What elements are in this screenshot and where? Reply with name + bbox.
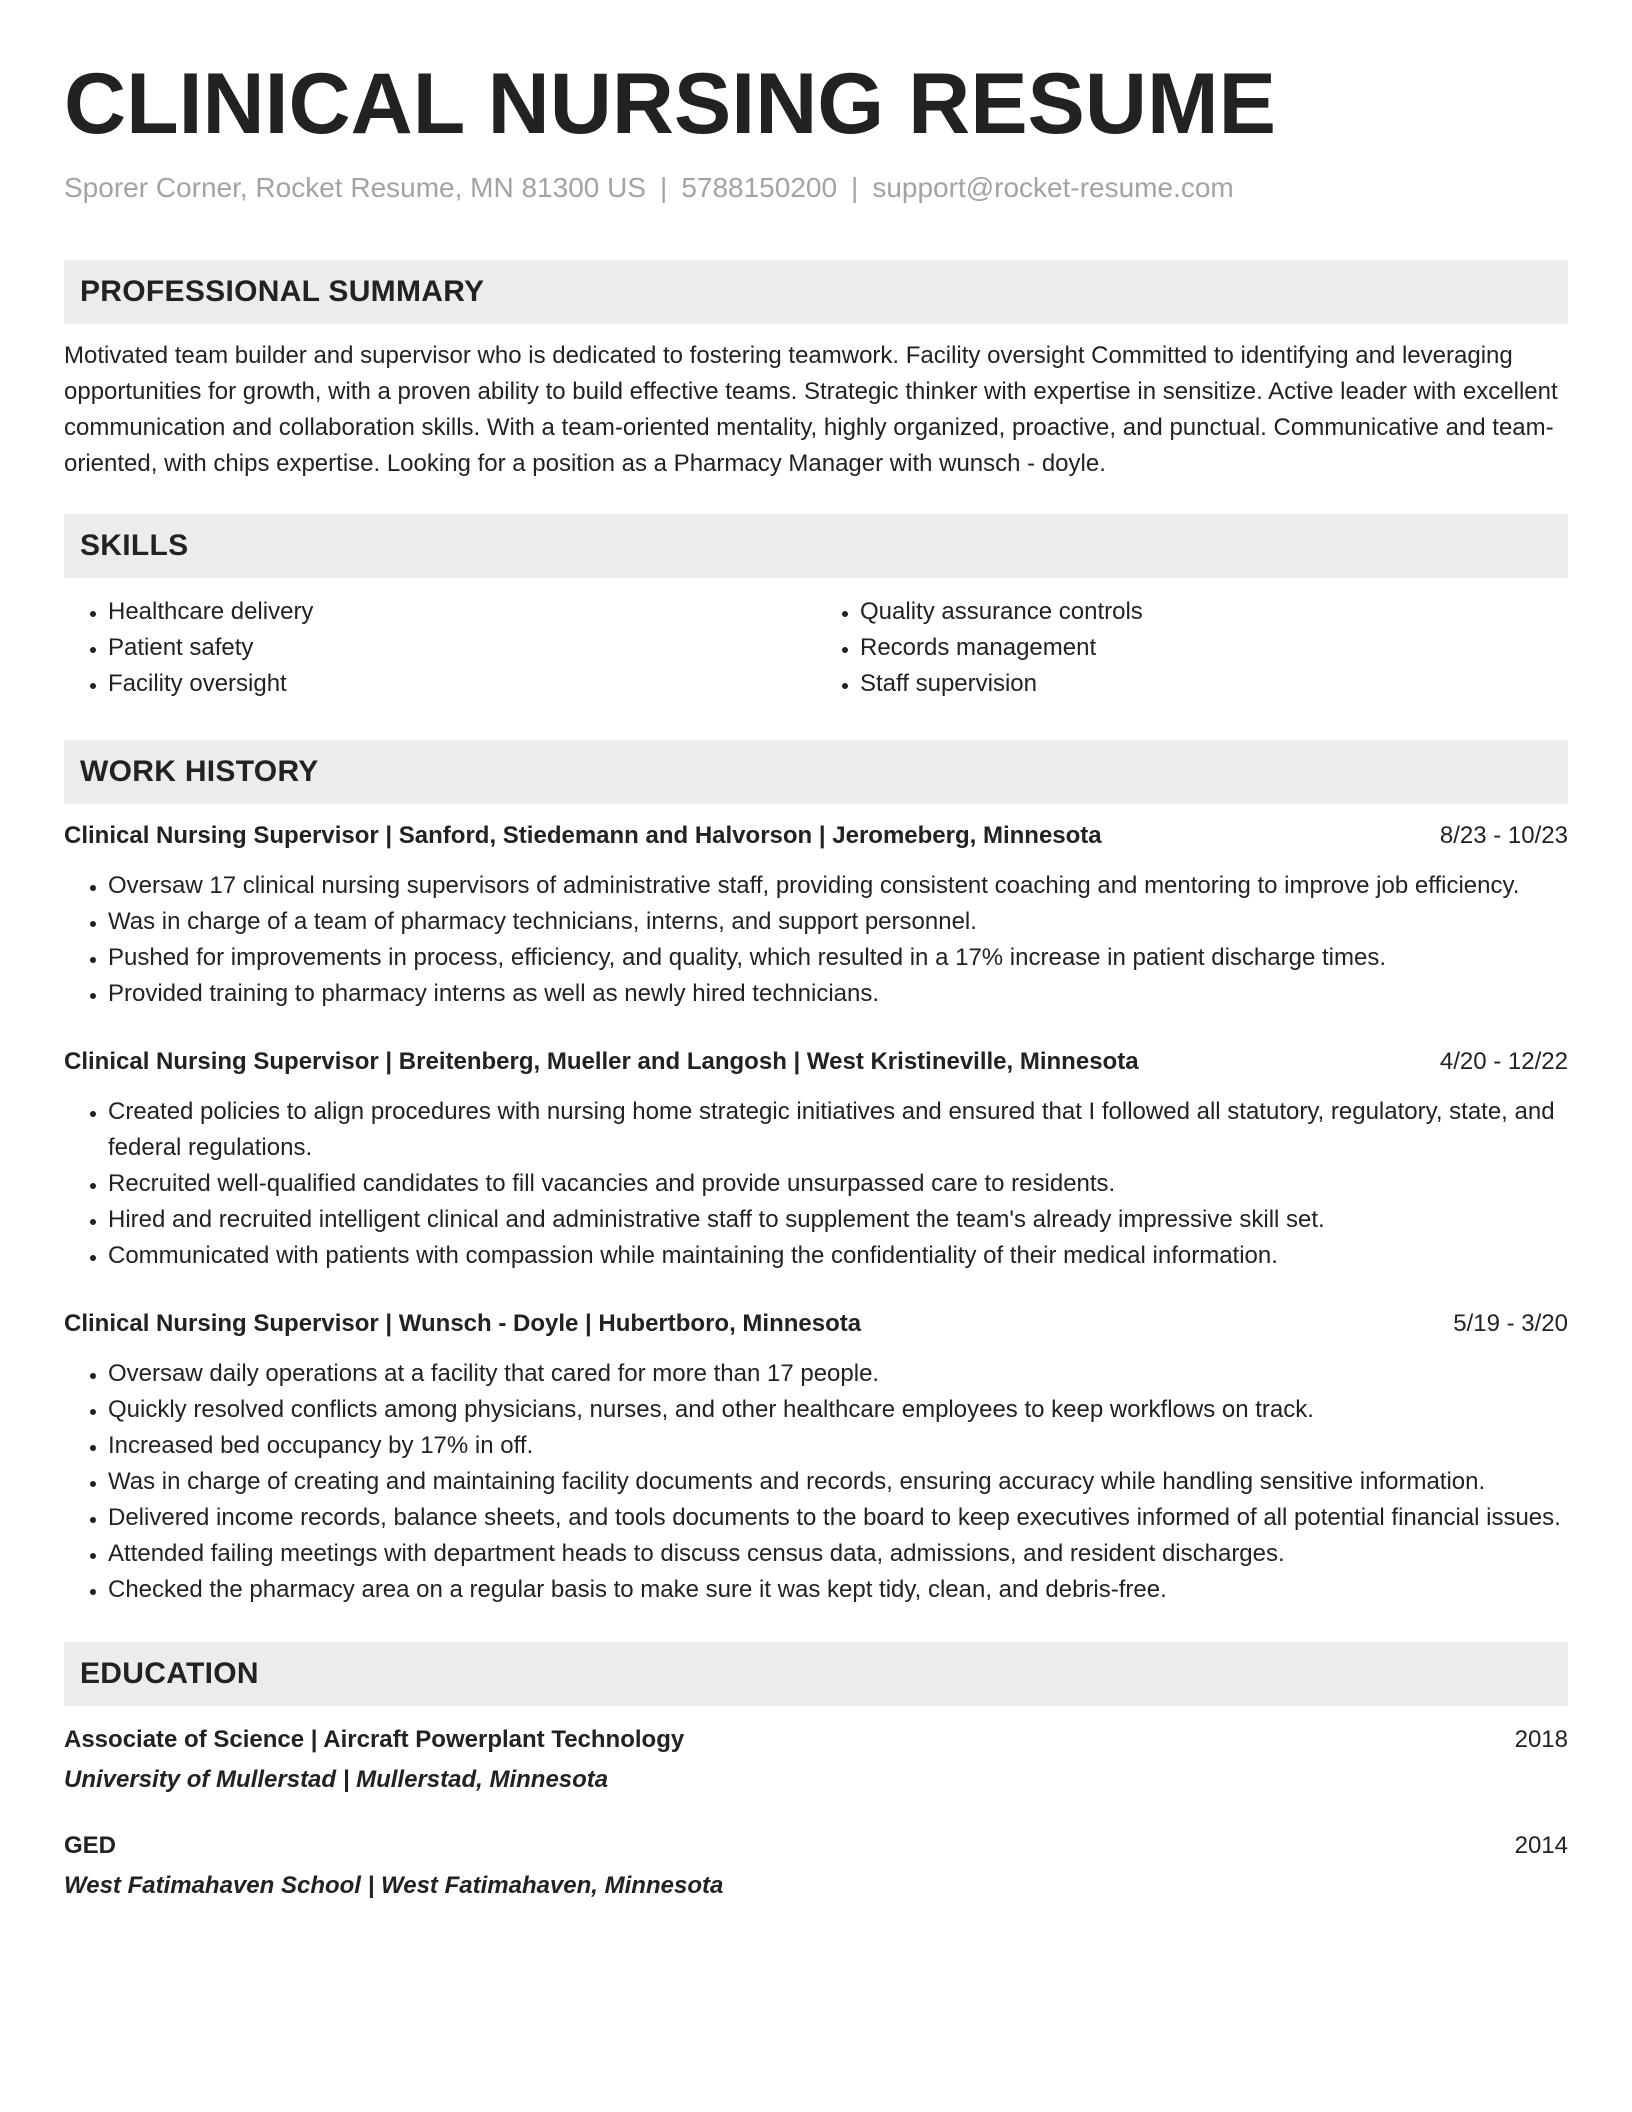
job-entry: [64, 1306, 1568, 1608]
job-title: Clinical Nursing Supervisor | Sanford, Stiedemann and Halvorson | Jeromeberg, Minnesota: [64, 822, 1102, 849]
job-header: [64, 818, 1568, 854]
section-heading-skills: SKILLS: [64, 514, 1568, 578]
job-bullet: • Delivered income records, balance sheets, and tools documents to the board to keep executives informed of all potential financial issues.: [108, 1500, 1568, 1536]
education-year: 2014: [1514, 1832, 1568, 1859]
summary-text: Motivated team builder and supervisor who is dedicated to fostering teamwork. Facility oversight Committed to identifying and leveraging opportunities for growth, with a proven ability to build effective teams. Strategic thinker with expertise in sensitize. Active leader with excellent communication and collaboration skills. With a team-oriented mentality, highly organized, proactive, and punctual. Communicative and team-oriented, with chips expertise. Looking for a position as a Pharmacy Manager with wunsch - doyle.: [64, 342, 1558, 477]
contact-separator: |: [660, 172, 668, 203]
education-degree: GED: [64, 1832, 117, 1859]
education-header: [64, 1722, 1568, 1758]
contact-phone: 5788150200: [681, 172, 838, 203]
section-heading-education: EDUCATION: [64, 1642, 1568, 1706]
contact-email: support@rocket-resume.com: [872, 172, 1234, 203]
contact-line: [64, 168, 1568, 208]
job-bullet: • Checked the pharmacy area on a regular basis to make sure it was kept tidy, clean, and debris-free.: [108, 1572, 1568, 1608]
contact-address: Sporer Corner, Rocket Resume, MN 81300 US: [64, 172, 647, 203]
job-title: Clinical Nursing Supervisor | Breitenberg, Mueller and Langosh | West Kristineville, Minnesota: [64, 1048, 1139, 1075]
education-year: 2018: [1514, 1726, 1568, 1753]
job-bullet: • Pushed for improvements in process, efficiency, and quality, which resulted in a 17% increase in patient discharge times.: [108, 940, 1568, 976]
job-bullet: • Hired and recruited intelligent clinical and administrative staff to supplement the team's already impressive skill set.: [108, 1202, 1568, 1238]
job-bullet: • Was in charge of creating and maintaining facility documents and records, ensuring accuracy while handling sensitive information.: [108, 1464, 1568, 1500]
job-bullets: [64, 1356, 1568, 1608]
job-dates: 4/20 - 12/22: [1439, 1048, 1568, 1075]
education-header: [64, 1828, 1568, 1864]
section-heading-work-history: WORK HISTORY: [64, 740, 1568, 804]
skill-item: • Records management: [860, 630, 1568, 666]
job-bullet: • Oversaw 17 clinical nursing supervisors of administrative staff, providing consistent coaching and mentoring to improve job efficiency.: [108, 868, 1568, 904]
skill-item: • Staff supervision: [860, 666, 1568, 702]
job-bullets: [64, 1094, 1568, 1274]
skills-column-left: [64, 594, 816, 702]
job-bullet: • Recruited well-qualified candidates to fill vacancies and provide unsurpassed care to residents.: [108, 1166, 1568, 1202]
job-dates: 8/23 - 10/23: [1439, 822, 1568, 849]
job-bullet: • Increased bed occupancy by 17% in off.: [108, 1428, 1568, 1464]
resume-title: CLINICAL NURSING RESUME: [64, 56, 1277, 152]
skill-item: • Facility oversight: [108, 666, 816, 702]
job-title: Clinical Nursing Supervisor | Wunsch - Doyle | Hubertboro, Minnesota: [64, 1310, 862, 1337]
job-bullet: • Communicated with patients with compassion while maintaining the confidentiality of their medical information.: [108, 1238, 1568, 1274]
job-bullet: • Attended failing meetings with department heads to discuss census data, admissions, and resident discharges.: [108, 1536, 1568, 1572]
skills-column-right: [816, 594, 1568, 702]
job-header: [64, 1306, 1568, 1342]
job-bullet: • Created policies to align procedures with nursing home strategic initiatives and ensured that I followed all statutory, regulatory, state, and federal regulations.: [108, 1094, 1568, 1166]
job-bullet: • Oversaw daily operations at a facility that cared for more than 17 people.: [108, 1356, 1568, 1392]
education-degree: Associate of Science | Aircraft Powerplant Technology: [64, 1726, 685, 1753]
education-school: West Fatimahaven School | West Fatimahaven, Minnesota: [64, 1872, 724, 1899]
section-heading-summary: PROFESSIONAL SUMMARY: [64, 260, 1568, 324]
job-bullets: [64, 868, 1568, 1012]
skill-item: • Quality assurance controls: [860, 594, 1568, 630]
skill-item: • Patient safety: [108, 630, 816, 666]
job-bullet: • Provided training to pharmacy interns as well as newly hired technicians.: [108, 976, 1568, 1012]
education-school: University of Mullerstad | Mullerstad, Minnesota: [64, 1766, 609, 1793]
contact-separator: |: [851, 172, 859, 203]
job-bullet: • Quickly resolved conflicts among physicians, nurses, and other healthcare employees to keep workflows on track.: [108, 1392, 1568, 1428]
skill-item: • Healthcare delivery: [108, 594, 816, 630]
job-entry: [64, 818, 1568, 1012]
job-header: [64, 1044, 1568, 1080]
education-entry: [64, 1828, 1568, 1904]
skills-list: [64, 594, 1568, 702]
job-dates: 5/19 - 3/20: [1453, 1310, 1568, 1337]
job-entry: [64, 1044, 1568, 1274]
education-entry: [64, 1722, 1568, 1798]
job-bullet: • Was in charge of a team of pharmacy technicians, interns, and support personnel.: [108, 904, 1568, 940]
